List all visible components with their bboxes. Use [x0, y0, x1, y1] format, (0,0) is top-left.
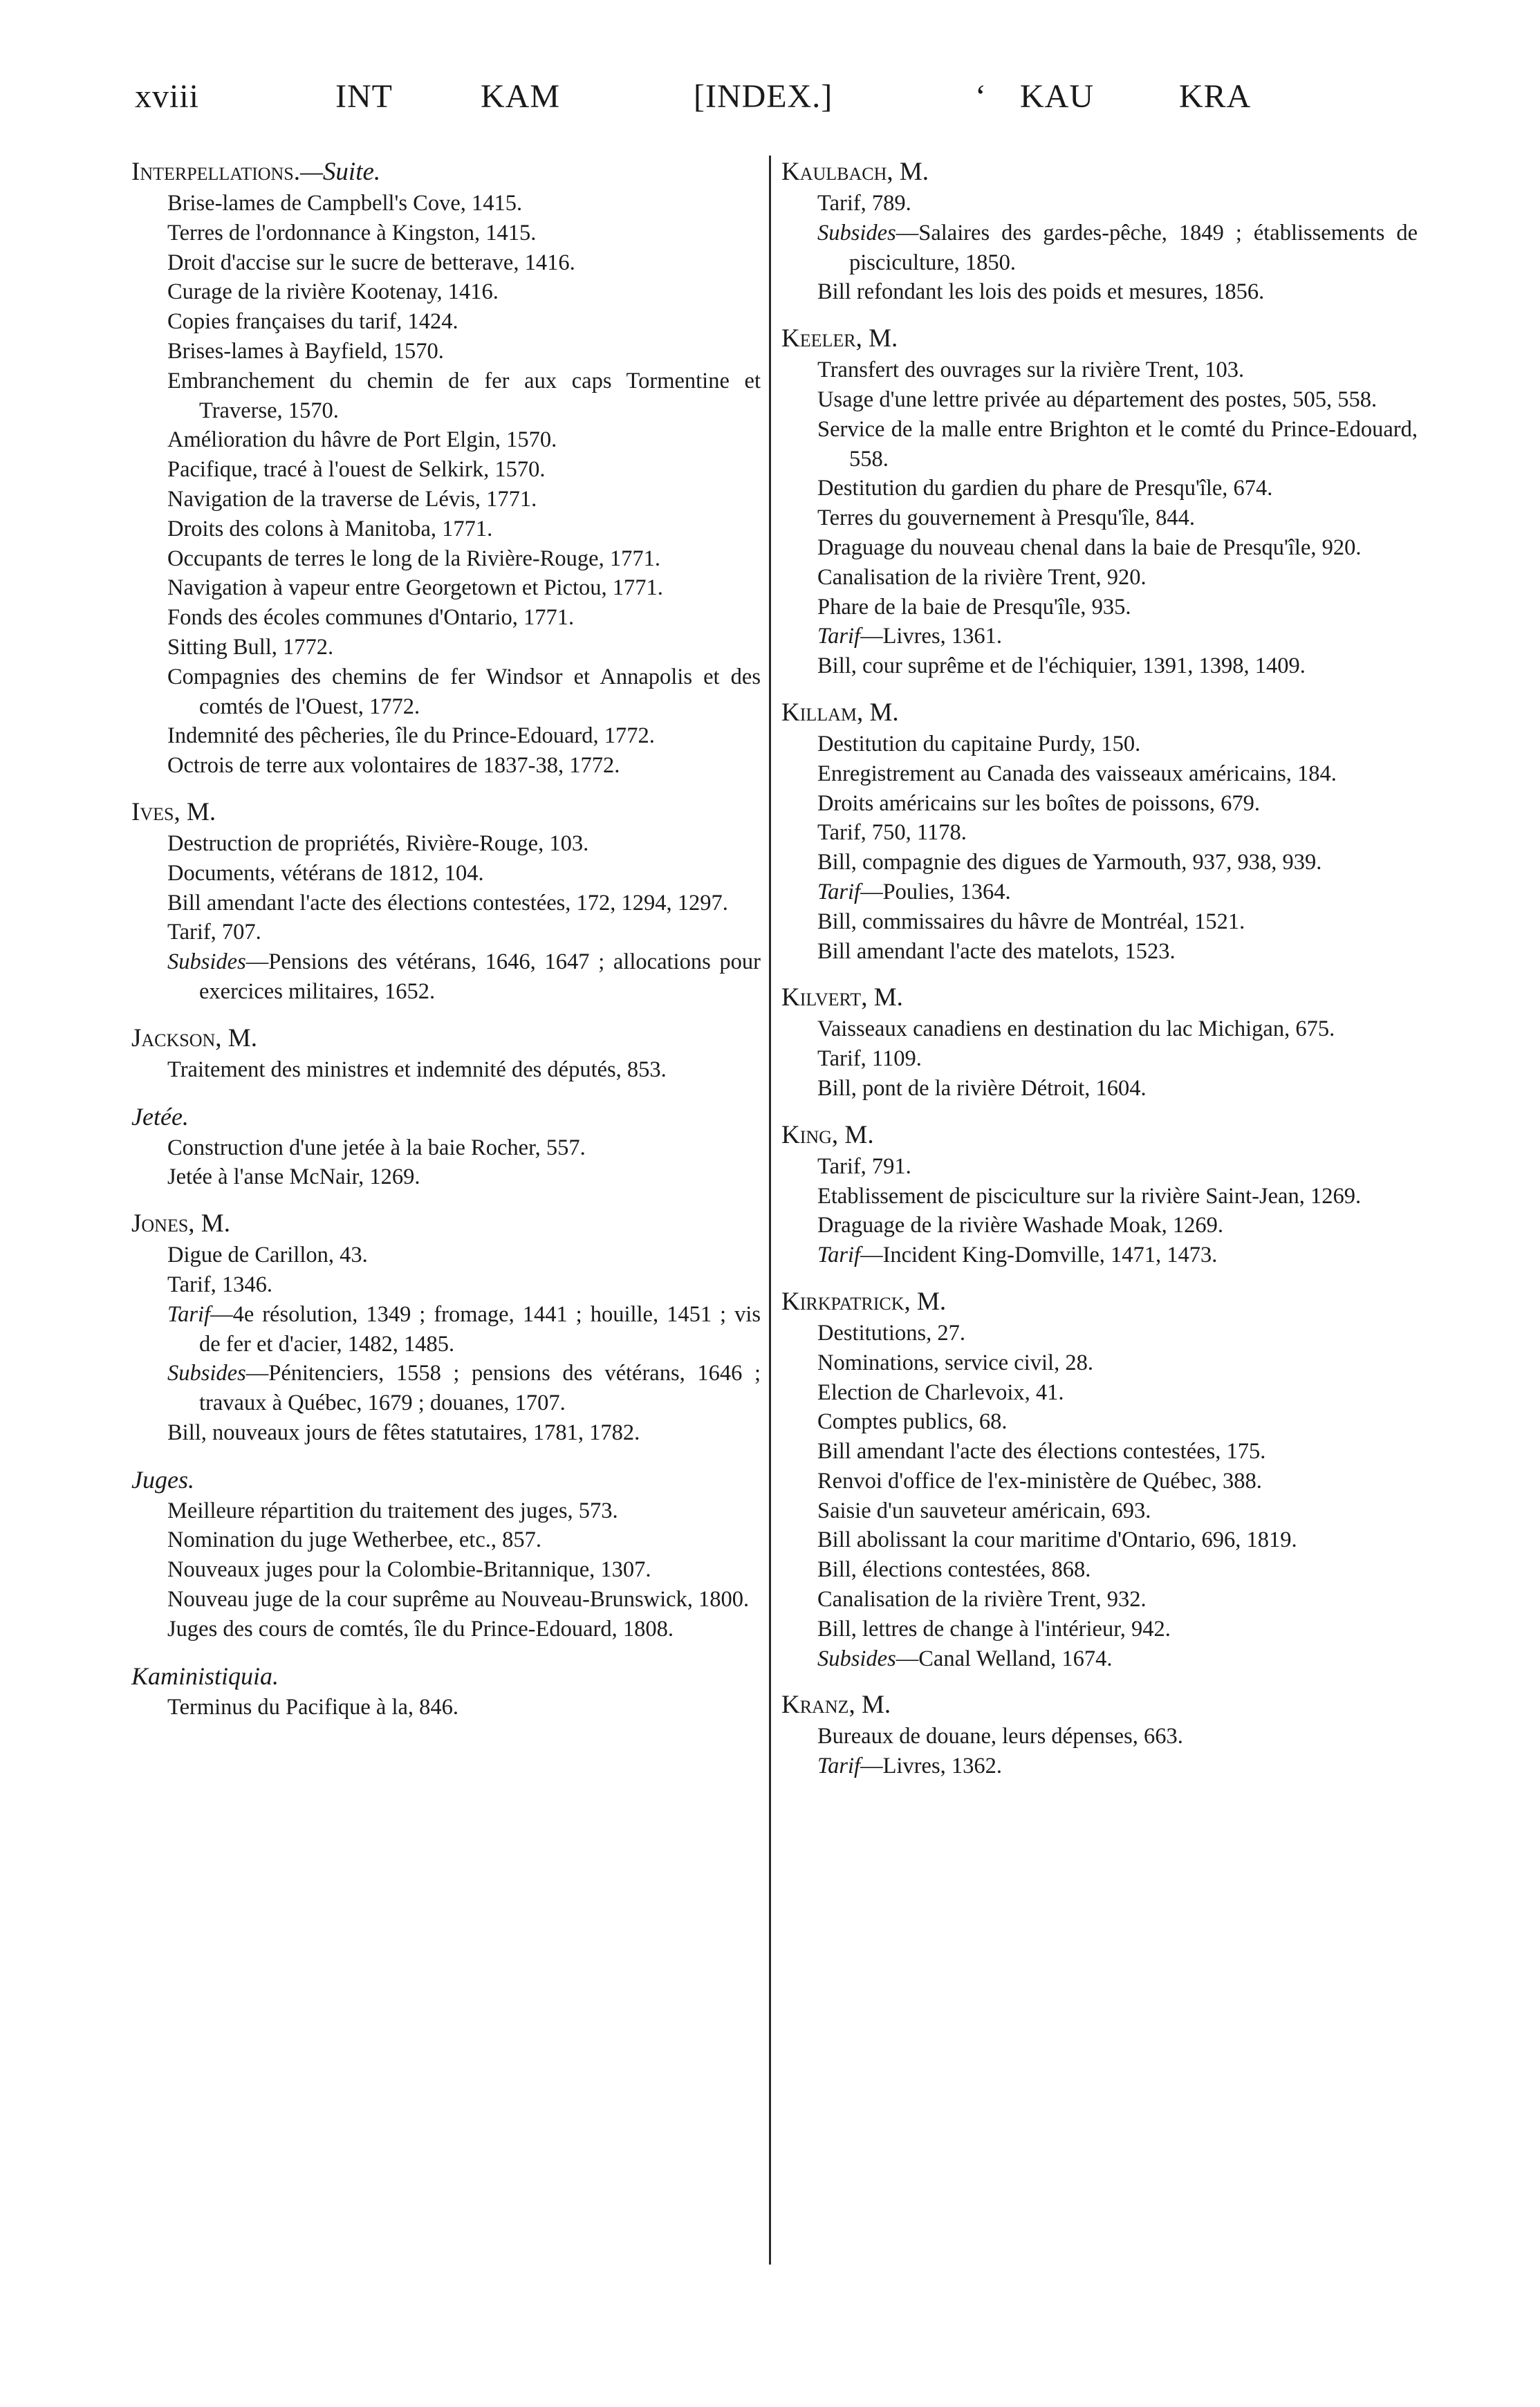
index-item — [131, 889, 761, 918]
item-text: Brises-lames à Bayfield, 1570. — [167, 338, 444, 364]
item-text: Navigation à vapeur entre Georgetown et Pictou, 1771. — [167, 575, 663, 601]
index-entry-kranz-m — [781, 1689, 1418, 1781]
item-text: Bill abolissant la cour maritime d'Ontario, 696, 1819. — [817, 1527, 1297, 1553]
item-text: Octrois de terre aux volontaires de 1837-38, 1772. — [167, 753, 620, 779]
item-text: Tarif, 1346. — [167, 1272, 273, 1297]
entry-heading-name: Jackson, M. — [131, 1023, 257, 1052]
index-item — [781, 729, 1418, 759]
header-range-to-1: KAM — [481, 78, 561, 115]
index-item — [131, 859, 761, 889]
header-range-from-2: KAU — [1020, 78, 1094, 115]
item-text: Digue de Carillon, 43. — [167, 1243, 368, 1268]
index-item — [781, 593, 1418, 622]
entry-heading — [131, 1022, 761, 1055]
index-item — [131, 1585, 761, 1615]
index-item — [131, 337, 761, 366]
item-text: —Poulies, 1364. — [860, 879, 1011, 904]
entry-heading — [781, 981, 1418, 1014]
index-entry-juges — [131, 1463, 761, 1644]
index-item — [131, 662, 761, 722]
entry-heading-name: Kirkpatrick, M. — [781, 1287, 947, 1316]
item-text: —Livres, 1361. — [860, 624, 1002, 649]
item-text: Juges des cours de comtés, île du Prince-Edouard, 1808. — [167, 1616, 674, 1642]
index-item — [781, 189, 1418, 219]
item-text: Bill amendant l'acte des matelots, 1523. — [817, 938, 1176, 964]
index-item — [781, 563, 1418, 593]
index-item — [781, 622, 1418, 651]
item-text: Embranchement du chemin de fer aux caps Tormentine et Traverse, 1570. — [167, 368, 761, 423]
page-number: xviii — [135, 78, 200, 115]
index-item — [781, 1722, 1418, 1751]
entry-heading-name: Ives, M. — [131, 797, 216, 826]
item-text: Droits des colons à Manitoba, 1771. — [167, 516, 493, 541]
index-item — [131, 1359, 761, 1418]
item-text: Meilleure répartition du traitement des juges, 573. — [167, 1498, 618, 1523]
index-item — [781, 474, 1418, 503]
entry-heading-name: Interpellations. — [131, 158, 301, 186]
index-item — [131, 1418, 761, 1448]
index-item — [781, 1525, 1418, 1555]
index-entry-jackson-m — [131, 1022, 761, 1085]
index-item — [781, 355, 1418, 385]
index-item — [781, 385, 1418, 415]
index-item — [131, 1270, 761, 1300]
item-text: Copies françaises du tarif, 1424. — [167, 309, 458, 335]
item-text: Fonds des écoles communes d'Ontario, 1771. — [167, 605, 575, 631]
index-item — [781, 1585, 1418, 1615]
item-text: Draguage de la rivière Washade Moak, 1269. — [817, 1213, 1223, 1238]
index-item — [131, 1240, 761, 1270]
item-text: Construction d'une jetée à la baie Rocher, 557. — [167, 1135, 586, 1160]
item-text: Bureaux de douane, leurs dépenses, 663. — [817, 1724, 1183, 1749]
item-text: Tarif, 750, 1178. — [817, 820, 967, 846]
index-item — [131, 947, 761, 1007]
entry-heading-name: Kilvert, M. — [781, 983, 903, 1012]
entry-heading-suffix: —Suite. — [300, 158, 381, 186]
index-item — [131, 1615, 761, 1644]
index-item — [781, 789, 1418, 819]
item-text: Election de Charlevoix, 41. — [817, 1379, 1064, 1405]
item-text: Tarif, 789. — [817, 191, 911, 216]
entry-heading — [781, 156, 1418, 189]
index-item — [781, 1407, 1418, 1437]
item-text: Droits américains sur les boîtes de poissons, 679. — [817, 790, 1260, 816]
entry-heading — [131, 1207, 761, 1240]
index-entry-kilvert-m — [781, 981, 1418, 1103]
item-text: Vaisseaux canadiens en destination du lac Michigan, 675. — [817, 1016, 1335, 1042]
item-text: Bill, élections contestées, 868. — [817, 1557, 1091, 1583]
entry-heading-name: Keeler, M. — [781, 324, 898, 353]
index-item — [131, 277, 761, 307]
index-item — [131, 219, 761, 248]
item-category-label: Tarif — [817, 879, 861, 904]
item-text: Destitution du gardien du phare de Presqu'île, 674. — [817, 476, 1273, 501]
item-text: —Pensions des vétérans, 1646, 1647 ; allocations pour exercices militaires, 1652. — [199, 949, 761, 1004]
header-section: [INDEX.] — [694, 78, 833, 115]
index-item — [131, 307, 761, 337]
index-item — [131, 1496, 761, 1526]
item-text: Curage de la rivière Kootenay, 1416. — [167, 279, 499, 305]
entry-heading — [131, 156, 761, 189]
index-item — [781, 1348, 1418, 1378]
item-text: Tarif, 791. — [817, 1153, 911, 1179]
item-text: Destruction de propriétés, Rivière-Rouge, 103. — [167, 830, 589, 856]
index-entry-killam-m — [781, 696, 1418, 966]
left-column — [131, 156, 761, 1737]
index-item — [781, 1467, 1418, 1496]
index-entry-ives-m — [131, 796, 761, 1007]
item-text: Occupants de terres le long de la Rivière-Rouge, 1771. — [167, 546, 660, 571]
entry-heading-name: Jones, M. — [131, 1209, 230, 1238]
item-text: Terres de l'ordonnance à Kingston, 1415. — [167, 220, 537, 245]
item-text: Comptes publics, 68. — [817, 1409, 1008, 1435]
index-item — [781, 848, 1418, 877]
entry-heading — [781, 322, 1418, 355]
index-item — [131, 1055, 761, 1085]
index-item — [781, 277, 1418, 307]
item-text: Tarif, 1109. — [817, 1046, 922, 1072]
index-item — [131, 425, 761, 455]
item-text: Bill amendant l'acte des élections contestées, 175. — [817, 1439, 1266, 1465]
index-item — [781, 818, 1418, 848]
column-divider — [769, 156, 771, 2265]
item-text: Bill, lettres de change à l'intérieur, 942. — [817, 1616, 1171, 1642]
item-text: Renvoi d'office de l'ex-ministère de Québec, 388. — [817, 1468, 1262, 1494]
item-category-label: Subsides — [167, 949, 246, 975]
item-text: Documents, vétérans de 1812, 104. — [167, 860, 484, 886]
header-range-to-2: KRA — [1179, 78, 1252, 115]
entry-heading — [781, 1689, 1418, 1722]
item-category-label: Tarif — [817, 1243, 861, 1268]
index-item — [781, 1615, 1418, 1644]
item-text: Tarif, 707. — [167, 920, 261, 945]
index-item — [131, 1162, 761, 1192]
index-item — [781, 651, 1418, 681]
item-text: Droit d'accise sur le sucre de betterave, 1416. — [167, 250, 575, 275]
item-text: Bill amendant l'acte des élections contestées, 172, 1294, 1297. — [167, 890, 728, 916]
item-text: —Livres, 1362. — [860, 1754, 1002, 1779]
index-item — [131, 633, 761, 662]
item-text: Bill refondant les lois des poids et mesures, 1856. — [817, 279, 1265, 305]
item-text: Pacifique, tracé à l'ouest de Selkirk, 1570. — [167, 457, 546, 483]
item-text: Canalisation de la rivière Trent, 920. — [817, 564, 1147, 590]
item-text: Destitution du capitaine Purdy, 150. — [817, 731, 1141, 756]
item-text: Nominations, service civil, 28. — [817, 1350, 1093, 1375]
index-item — [131, 1555, 761, 1585]
item-category-label: Tarif — [817, 1754, 861, 1779]
index-entry-jetee — [131, 1100, 761, 1193]
index-item — [131, 1300, 761, 1359]
index-item — [131, 366, 761, 426]
index-item — [781, 1152, 1418, 1182]
index-item — [131, 829, 761, 859]
index-item — [131, 544, 761, 574]
item-text: Nouveaux juges pour la Colombie-Britannique, 1307. — [167, 1557, 651, 1583]
index-item — [131, 485, 761, 514]
index-item — [781, 877, 1418, 907]
index-entry-kaministiquia — [131, 1660, 761, 1722]
item-text: Navigation de la traverse de Lévis, 1771. — [167, 486, 537, 512]
index-entry-kirkpatrick-m — [781, 1285, 1418, 1674]
item-text: Sitting Bull, 1772. — [167, 634, 334, 660]
index-entry-kaulbach-m — [781, 156, 1418, 307]
index-item — [781, 219, 1418, 278]
index-item — [781, 1319, 1418, 1348]
index-item — [131, 514, 761, 544]
item-category-label: Tarif — [817, 624, 861, 649]
index-item — [781, 533, 1418, 563]
entry-heading — [131, 796, 761, 829]
running-header — [135, 77, 1283, 126]
item-text: Phare de la baie de Presqu'île, 935. — [817, 594, 1131, 620]
index-item — [781, 1211, 1418, 1240]
topic-heading: Jetée. — [131, 1102, 189, 1131]
entry-heading-name: Kaulbach, M. — [781, 158, 929, 186]
index-entry-interpellations — [131, 156, 761, 781]
item-text: Destitutions, 27. — [817, 1320, 965, 1346]
index-item — [131, 1525, 761, 1555]
index-item — [131, 1693, 761, 1722]
index-item — [781, 1555, 1418, 1585]
topic-heading: Juges. — [131, 1465, 194, 1494]
index-item — [781, 759, 1418, 789]
index-item — [781, 1644, 1418, 1674]
entry-heading-name: Killam, M. — [781, 698, 899, 727]
item-text: Brise-lames de Campbell's Cove, 1415. — [167, 191, 523, 216]
index-item — [781, 415, 1418, 474]
item-text: Etablissement de pisciculture sur la rivière Saint-Jean, 1269. — [817, 1183, 1362, 1209]
index-item — [781, 1496, 1418, 1526]
item-text: Traitement des ministres et indemnité des députés, 853. — [167, 1057, 667, 1082]
item-text: —Canal Welland, 1674. — [896, 1646, 1113, 1671]
item-text: —Salaires des gardes-pêche, 1849 ; établissements de pisciculture, 1850. — [849, 220, 1418, 275]
index-entry-keeler-m — [781, 322, 1418, 681]
index-item — [131, 1133, 761, 1163]
item-category-label: Subsides — [817, 220, 896, 245]
index-item — [781, 907, 1418, 937]
topic-heading: Kaministiquia. — [131, 1662, 279, 1690]
header-mark: ‘ — [975, 78, 987, 115]
index-item — [131, 573, 761, 603]
index-item — [781, 1437, 1418, 1467]
index-item — [781, 1074, 1418, 1104]
index-item — [781, 1014, 1418, 1044]
item-text: Nomination du juge Wetherbee, etc., 857. — [167, 1527, 542, 1553]
index-item — [131, 751, 761, 781]
item-text: Bill, cour suprême et de l'échiquier, 1391, 1398, 1409. — [817, 653, 1306, 679]
item-text: Terres du gouvernement à Presqu'île, 844. — [817, 505, 1195, 531]
index-entry-king-m — [781, 1119, 1418, 1270]
item-text: Bill, nouveaux jours de fêtes statutaires, 1781, 1782. — [167, 1420, 640, 1445]
item-category-label: Subsides — [167, 1361, 246, 1386]
entry-heading-name: Kranz, M. — [781, 1691, 891, 1720]
index-entry-jones-m — [131, 1207, 761, 1448]
index-item — [131, 603, 761, 633]
entry-heading — [781, 696, 1418, 729]
index-item — [781, 1751, 1418, 1781]
item-text: Indemnité des pêcheries, île du Prince-Edouard, 1772. — [167, 723, 655, 749]
item-text: Bill, pont de la rivière Détroit, 1604. — [817, 1075, 1147, 1101]
index-item — [131, 455, 761, 485]
item-text: Jetée à l'anse McNair, 1269. — [167, 1164, 420, 1190]
index-item — [781, 1182, 1418, 1211]
item-text: Compagnies des chemins de fer Windsor et Annapolis et des comtés de l'Ouest, 1772. — [167, 664, 761, 719]
item-text: Service de la malle entre Brighton et le comté du Prince-Edouard, 558. — [817, 416, 1418, 472]
entry-heading-name: King, M. — [781, 1120, 874, 1149]
item-text: Amélioration du hâvre de Port Elgin, 1570. — [167, 427, 557, 453]
index-item — [131, 918, 761, 947]
item-text: Usage d'une lettre privée au département des postes, 505, 558. — [817, 387, 1377, 412]
item-text: —4e résolution, 1349 ; fromage, 1441 ; houille, 1451 ; vis de fer et d'acier, 1482, 1485. — [199, 1301, 761, 1357]
item-text: —Incident King-Domville, 1471, 1473. — [860, 1243, 1218, 1268]
item-text: Transfert des ouvrages sur la rivière Trent, 103. — [817, 357, 1245, 383]
index-item — [781, 1044, 1418, 1074]
index-item — [131, 248, 761, 278]
index-item — [131, 189, 761, 219]
item-text: Draguage du nouveau chenal dans la baie de Presqu'île, 920. — [817, 535, 1362, 560]
index-item — [781, 503, 1418, 533]
item-text: Enregistrement au Canada des vaisseaux américains, 184. — [817, 761, 1337, 786]
item-text: Terminus du Pacifique à la, 846. — [167, 1694, 459, 1720]
header-range-from-1: INT — [335, 78, 393, 115]
entry-heading — [781, 1285, 1418, 1319]
item-text: Bill, commissaires du hâvre de Montréal, 1521. — [817, 909, 1245, 934]
item-text: Canalisation de la rivière Trent, 932. — [817, 1587, 1147, 1613]
entry-heading — [781, 1119, 1418, 1152]
item-category-label: Subsides — [817, 1646, 896, 1671]
index-item — [781, 1378, 1418, 1408]
item-category-label: Tarif — [167, 1301, 211, 1327]
index-item — [781, 937, 1418, 967]
item-text: —Pénitenciers, 1558 ; pensions des vétérans, 1646 ; travaux à Québec, 1679 ; douanes, 1707. — [199, 1361, 761, 1416]
item-text: Bill, compagnie des digues de Yarmouth, 937, 938, 939. — [817, 850, 1322, 875]
index-item — [131, 721, 761, 751]
index-item — [781, 1240, 1418, 1270]
item-text: Saisie d'un sauveteur américain, 693. — [817, 1498, 1151, 1523]
right-column — [781, 156, 1418, 1796]
item-text: Nouveau juge de la cour suprême au Nouveau-Brunswick, 1800. — [167, 1587, 750, 1613]
